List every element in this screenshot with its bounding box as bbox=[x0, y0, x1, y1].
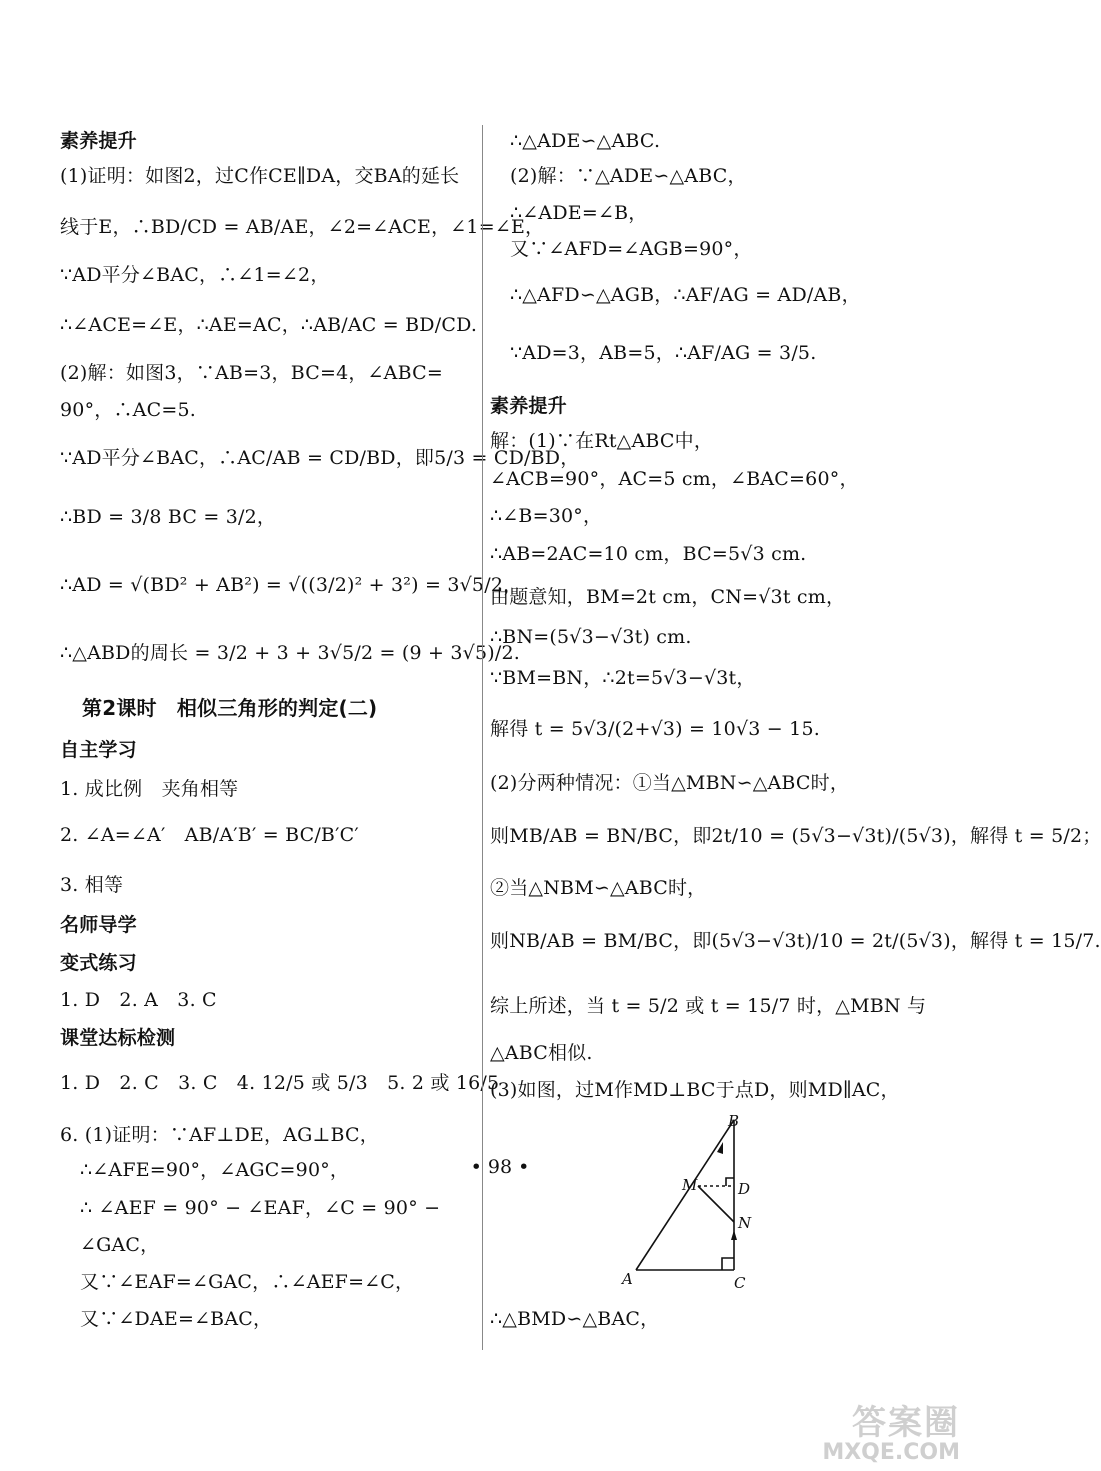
label-m: M bbox=[682, 1176, 698, 1194]
right-line: ∠ACB=90°，AC=5 cm，∠BAC=60°， bbox=[490, 468, 859, 490]
left-line: ∴BD = 3/8 BC = 3/2， bbox=[60, 506, 277, 528]
label-n: N bbox=[738, 1214, 752, 1232]
left-line: ∴ ∠AEF = 90° − ∠EAF，∠C = 90° − bbox=[80, 1197, 441, 1219]
right-line: ∵BM=BN，∴2t=5√3−√3t， bbox=[490, 667, 756, 689]
right-angle-c bbox=[722, 1258, 734, 1270]
left-line: 名师导学 bbox=[60, 914, 137, 936]
right-line: (2)解：∵△ADE∽△ABC， bbox=[510, 165, 747, 187]
left-line: (1)证明：如图2，过C作CE∥DA，交BA的延长 bbox=[60, 165, 460, 187]
label-a: A bbox=[622, 1270, 633, 1288]
left-line: ∵AD平分∠BAC，∴AC/AB = CD/BD，即5/3 = CD/BD， bbox=[60, 447, 580, 469]
left-line: ∴∠ACE=∠E，∴AE=AC，∴AB/AC = BD/CD. bbox=[60, 314, 478, 336]
left-line: 课堂达标检测 bbox=[60, 1027, 176, 1049]
left-line: 变式练习 bbox=[60, 952, 137, 974]
left-line: 又∵∠DAE=∠BAC， bbox=[80, 1308, 273, 1330]
right-line: ∴△BMD∽△BAC， bbox=[490, 1308, 660, 1330]
right-line: 又∵∠AFD=∠AGB=90°， bbox=[510, 238, 753, 260]
right-line: 解：(1)∵在Rt△ABC中， bbox=[490, 430, 714, 452]
left-line: ∴AD = √(BD² + AB²) = √((3/2)² + 3²) = 3√5/2， bbox=[60, 574, 523, 596]
right-line: ∴AB=2AC=10 cm，BC=5√3 cm. bbox=[490, 543, 807, 565]
left-line: 线于E，∴BD/CD = AB/AE，∠2=∠ACE，∠1=∠E， bbox=[60, 216, 545, 238]
right-line: 素养提升 bbox=[490, 395, 567, 417]
left-line: ∴∠AFE=90°，∠AGC=90°， bbox=[80, 1159, 350, 1181]
right-line: 解得 t = 5√3/(2+√3) = 10√3 − 15. bbox=[490, 718, 820, 740]
label-c: C bbox=[734, 1274, 746, 1292]
watermark-url: MXQE.COM bbox=[822, 1440, 960, 1465]
right-line: (2)分两种情况：①当△MBN∽△ABC时， bbox=[490, 772, 850, 794]
left-line: ∵AD平分∠BAC，∴∠1=∠2， bbox=[60, 264, 330, 286]
label-b: B bbox=[728, 1112, 740, 1130]
right-line: ②当△NBM∽△ABC时， bbox=[490, 877, 707, 899]
arrow-cn bbox=[731, 1230, 737, 1240]
left-line: 1. D 2. C 3. C 4. 12/5 或 5/3 5. 2 或 16/5 bbox=[60, 1072, 500, 1094]
left-line: ∴△ABD的周长 = 3/2 + 3 + 3√5/2 = (9 + 3√5)/2. bbox=[60, 642, 520, 664]
right-line: △ABC相似. bbox=[490, 1042, 593, 1064]
right-line: 则MB/AB = BN/BC，即2t/10 = (5√3−√3t)/(5√3)，解得 t = 5/2； bbox=[490, 825, 1101, 847]
triangle-figure bbox=[610, 1110, 770, 1295]
left-line: 第2课时 相似三角形的判定(二) bbox=[82, 696, 378, 720]
left-line: 素养提升 bbox=[60, 130, 137, 152]
page-number: • 98 • bbox=[470, 1156, 530, 1178]
right-line: ∴△ADE∽△ABC. bbox=[510, 130, 661, 152]
left-line: 又∵∠EAF=∠GAC，∴∠AEF=∠C， bbox=[80, 1271, 415, 1293]
right-line: ∴∠ADE=∠B， bbox=[510, 202, 648, 224]
label-d: D bbox=[738, 1180, 751, 1198]
right-line: ∴BN=(5√3−√3t) cm. bbox=[490, 626, 692, 648]
left-line: 6. (1)证明：∵AF⊥DE，AG⊥BC， bbox=[60, 1124, 379, 1146]
segment-mn bbox=[698, 1186, 734, 1222]
watermark-logo: 答案圈 bbox=[852, 1403, 960, 1443]
right-line: 综上所述，当 t = 5/2 或 t = 15/7 时，△MBN 与 bbox=[490, 995, 927, 1017]
right-line: 由题意知，BM=2t cm，CN=√3t cm， bbox=[490, 586, 846, 608]
hypotenuse-ab bbox=[636, 1120, 734, 1270]
right-line: ∴△AFD∽△AGB，∴AF/AG = AD/AB， bbox=[510, 284, 861, 306]
right-line: (3)如图，过M作MD⊥BC于点D，则MD∥AC， bbox=[490, 1079, 900, 1101]
left-line: 1. 成比例 夹角相等 bbox=[60, 778, 239, 800]
right-line: ∴∠B=30°， bbox=[490, 505, 603, 527]
right-angle-d bbox=[726, 1178, 734, 1186]
right-line: ∵AD=3，AB=5，∴AF/AG = 3/5. bbox=[510, 342, 817, 364]
left-line: ∠GAC， bbox=[80, 1234, 160, 1256]
left-line: 1. D 2. A 3. C bbox=[60, 989, 217, 1011]
left-line: 自主学习 bbox=[60, 739, 137, 761]
right-line: 则NB/AB = BM/BC，即(5√3−√3t)/10 = 2t/(5√3)，解得 t = 15/7. bbox=[490, 930, 1101, 952]
left-line: (2)解：如图3，∵AB=3，BC=4，∠ABC= bbox=[60, 362, 443, 384]
left-line: 3. 相等 bbox=[60, 874, 124, 896]
left-line: 2. ∠A=∠A′ AB/A′B′ = BC/B′C′ bbox=[60, 824, 359, 846]
left-line: 90°，∴AC=5. bbox=[60, 399, 196, 421]
